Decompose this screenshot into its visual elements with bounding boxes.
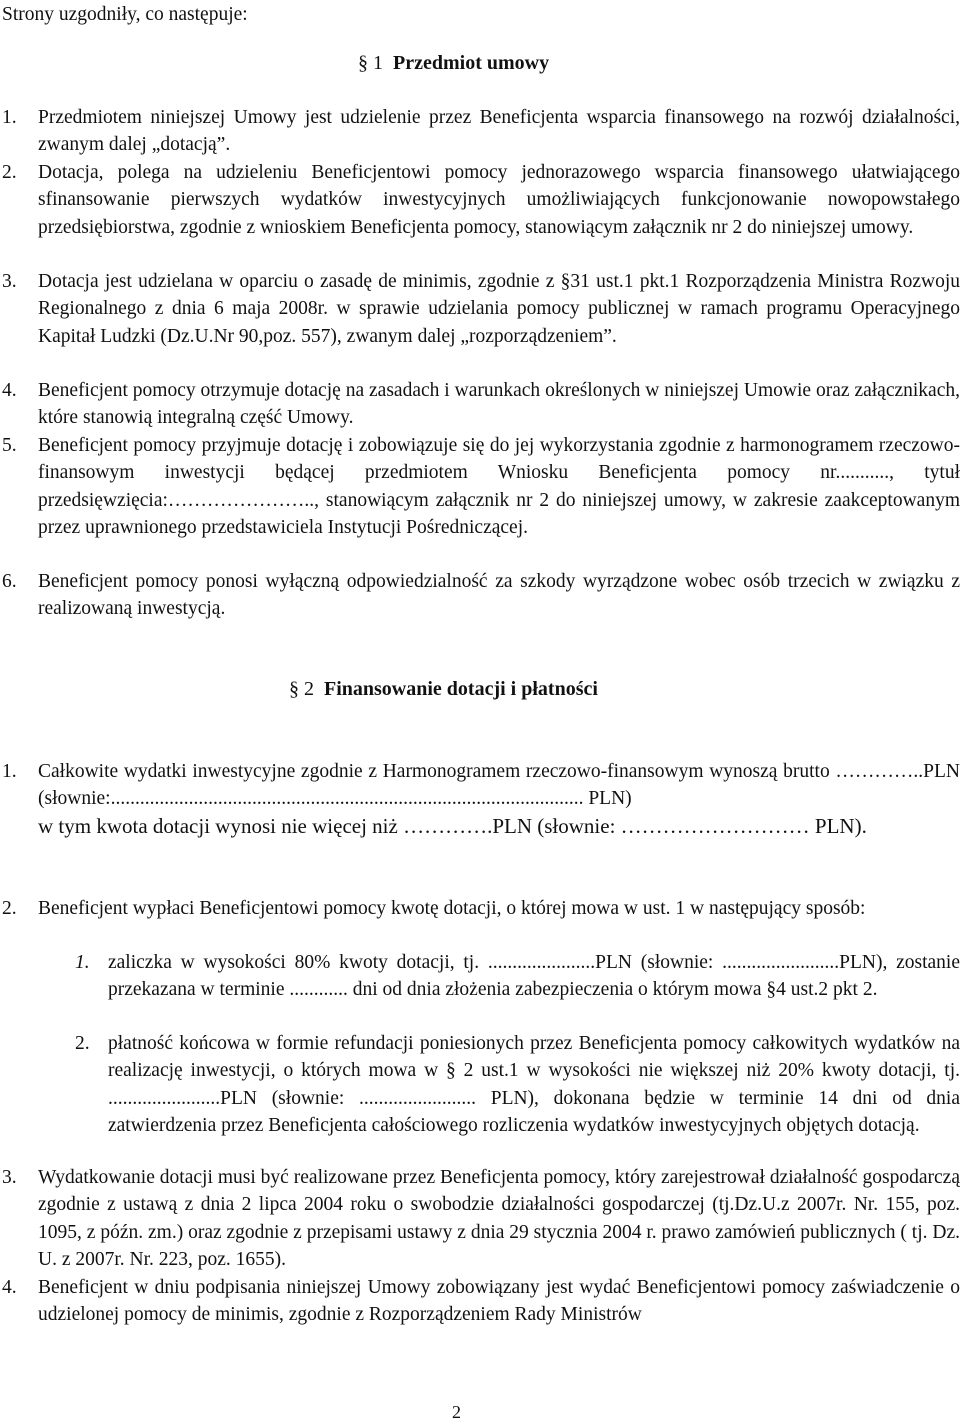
subitem-text: płatność końcowa w formie refundacji poniesionych przez Beneficjenta pomocy całkowitych wydatków na realizację inwestycji, o których mowa w § 2 ust.1 w wysokości nie większej niż 20% kwoty dotacji, tj. .......................PLN (słownie: ........................ PLN), dokonana będzie w terminie 14 dni od dnia zatwierdzenia przez Beneficjenta całościowego rozliczenia wydatków inwestycyjnych objętych dotacją. [108, 1033, 960, 1136]
paragraph-number: 2. [2, 162, 17, 183]
section-symbol: § 1 [358, 52, 383, 74]
paragraph-1-4 [2, 377, 960, 432]
paragraph-1-2 [2, 159, 960, 241]
paragraph-number: 1. [2, 107, 17, 128]
section-1-heading [358, 52, 549, 75]
paragraph-number: 4. [2, 380, 17, 401]
subitem-2-2-1 [75, 949, 960, 1004]
paragraph-text: Dotacja jest udzielana w oparciu o zasadę de minimis, zgodnie z §31 ust.1 pkt.1 Rozporządzenia Ministra Rozwoju Regionalnego z dnia 6 maja 2008r. w sprawie udzielania pomocy publicznej w ramach programu Operacyjnego Kapitał Ludzki (Dz.U.Nr 90,poz. 557), zwanym dalej „rozporządzeniem”. [38, 271, 960, 347]
paragraph-text: Przedmiotem niniejszej Umowy jest udzielenie przez Beneficjenta wsparcia finansowego na rozwój działalności, zwanym dalej „dotacją”. [38, 107, 960, 156]
paragraph-text: Wydatkowanie dotacji musi być realizowane przez Beneficjenta pomocy, który zarejestrował działalność gospodarczą zgodnie z ustawą z dnia 2 lipca 2004 roku o swobodzie działalności gospodarczej (tj.Dz.U.z 2007r. Nr. 155, poz. 1095, z późn. zm.) oraz zgodnie z przepisami ustawy z dnia 29 stycznia 2004 r. prawo zamówień publicznych ( tj. Dz. U. z 2007r. Nr. 223, poz. 1655). [38, 1167, 960, 1270]
paragraph-2-4 [2, 1274, 960, 1329]
paragraph-1-5 [2, 432, 960, 541]
paragraph-number: 1. [2, 761, 17, 782]
subitem-number: 2. [75, 1033, 90, 1054]
paragraph-text: Beneficjent pomocy przyjmuje dotację i zobowiązuje się do jej wykorzystania zgodnie z harmonogramem rzeczowo-finansowym inwestycji będącej przedmiotem Wniosku Beneficjenta pomocy nr..........., tytuł przedsięwzięcia:………………….., stanowiącym załącznik nr 2 do niniejszej umowy, w zakresie zaakceptowanym przez uprawnionego przedstawiciela Instytucji Pośredniczącej. [38, 435, 960, 538]
paragraph-text: Całkowite wydatki inwestycyjne zgodnie z Harmonogramem rzeczowo-finansowym wynoszą brutto …………..PLN (słownie:................................................................................................. PLN) [38, 761, 960, 810]
paragraph-text: Beneficjent wypłaci Beneficjentowi pomocy kwotę dotacji, o której mowa w ust. 1 w następujący sposób: [38, 898, 866, 919]
section-symbol: § 2 [289, 678, 314, 700]
section-2-title: Finansowanie dotacji i płatności [324, 678, 598, 700]
paragraph-text: Beneficjent pomocy otrzymuje dotację na zasadach i warunkach określonych w niniejszej Umowie oraz załącznikach, które stanowią integralną część Umowy. [38, 380, 960, 429]
paragraph-1-1 [2, 104, 960, 159]
subitem-number: 1. [75, 952, 90, 973]
subitem-text: zaliczka w wysokości 80% kwoty dotacji, tj. ......................PLN (słownie: ........................PLN), zostanie przekazana w terminie ............ dni od dnia złożenia zabezpieczenia o którym mowa §4 ust.2 pkt 2. [108, 952, 960, 1001]
paragraph-number: 6. [2, 571, 17, 592]
paragraph-number: 5. [2, 435, 17, 456]
subitem-2-2-2 [75, 1030, 960, 1139]
paragraph-text: Beneficjent pomocy ponosi wyłączną odpowiedzialność za szkody wyrządzone wobec osób trzecich w związku z realizowaną inwestycją. [38, 571, 960, 620]
paragraph-1-3 [2, 268, 960, 350]
paragraph-2-1 [2, 758, 960, 813]
intro-text: Strony uzgodniły, co następuje: [2, 4, 248, 25]
paragraph-text: Dotacja, polega na udzieleniu Beneficjentowi pomocy jednorazowego wsparcia finansowego ułatwiającego sfinansowanie pierwszych wydatków inwestycyjnych umożliwiających funkcjonowanie nowopowstałego przedsiębiorstwa, zgodnie z wnioskiem Beneficjenta pomocy, stanowiącym załącznik nr 2 do niniejszej umowy. [38, 162, 960, 238]
paragraph-text: Beneficjent w dniu podpisania niniejszej Umowy zobowiązany jest wydać Beneficjentowi pomocy zaświadczenie o udzielonej pomocy de minimis, zgodnie z Rozporządzeniem Rady Ministrów [38, 1277, 960, 1326]
page-number: 2 [452, 1402, 461, 1422]
paragraph-number: 4. [2, 1277, 17, 1298]
section-2-heading [289, 678, 598, 701]
paragraph-text: w tym kwota dotacji wynosi nie więcej niż ………….PLN (słownie: ……………………… PLN). [38, 814, 867, 838]
paragraph-1-6 [2, 568, 960, 623]
paragraph-2-1-dotation [2, 813, 960, 840]
section-1-title: Przedmiot umowy [393, 52, 550, 74]
paragraph-number: 3. [2, 1167, 17, 1188]
paragraph-2-2 [2, 895, 960, 922]
paragraph-number: 2. [2, 898, 17, 919]
paragraph-2-3 [2, 1164, 960, 1273]
paragraph-number: 3. [2, 271, 17, 292]
